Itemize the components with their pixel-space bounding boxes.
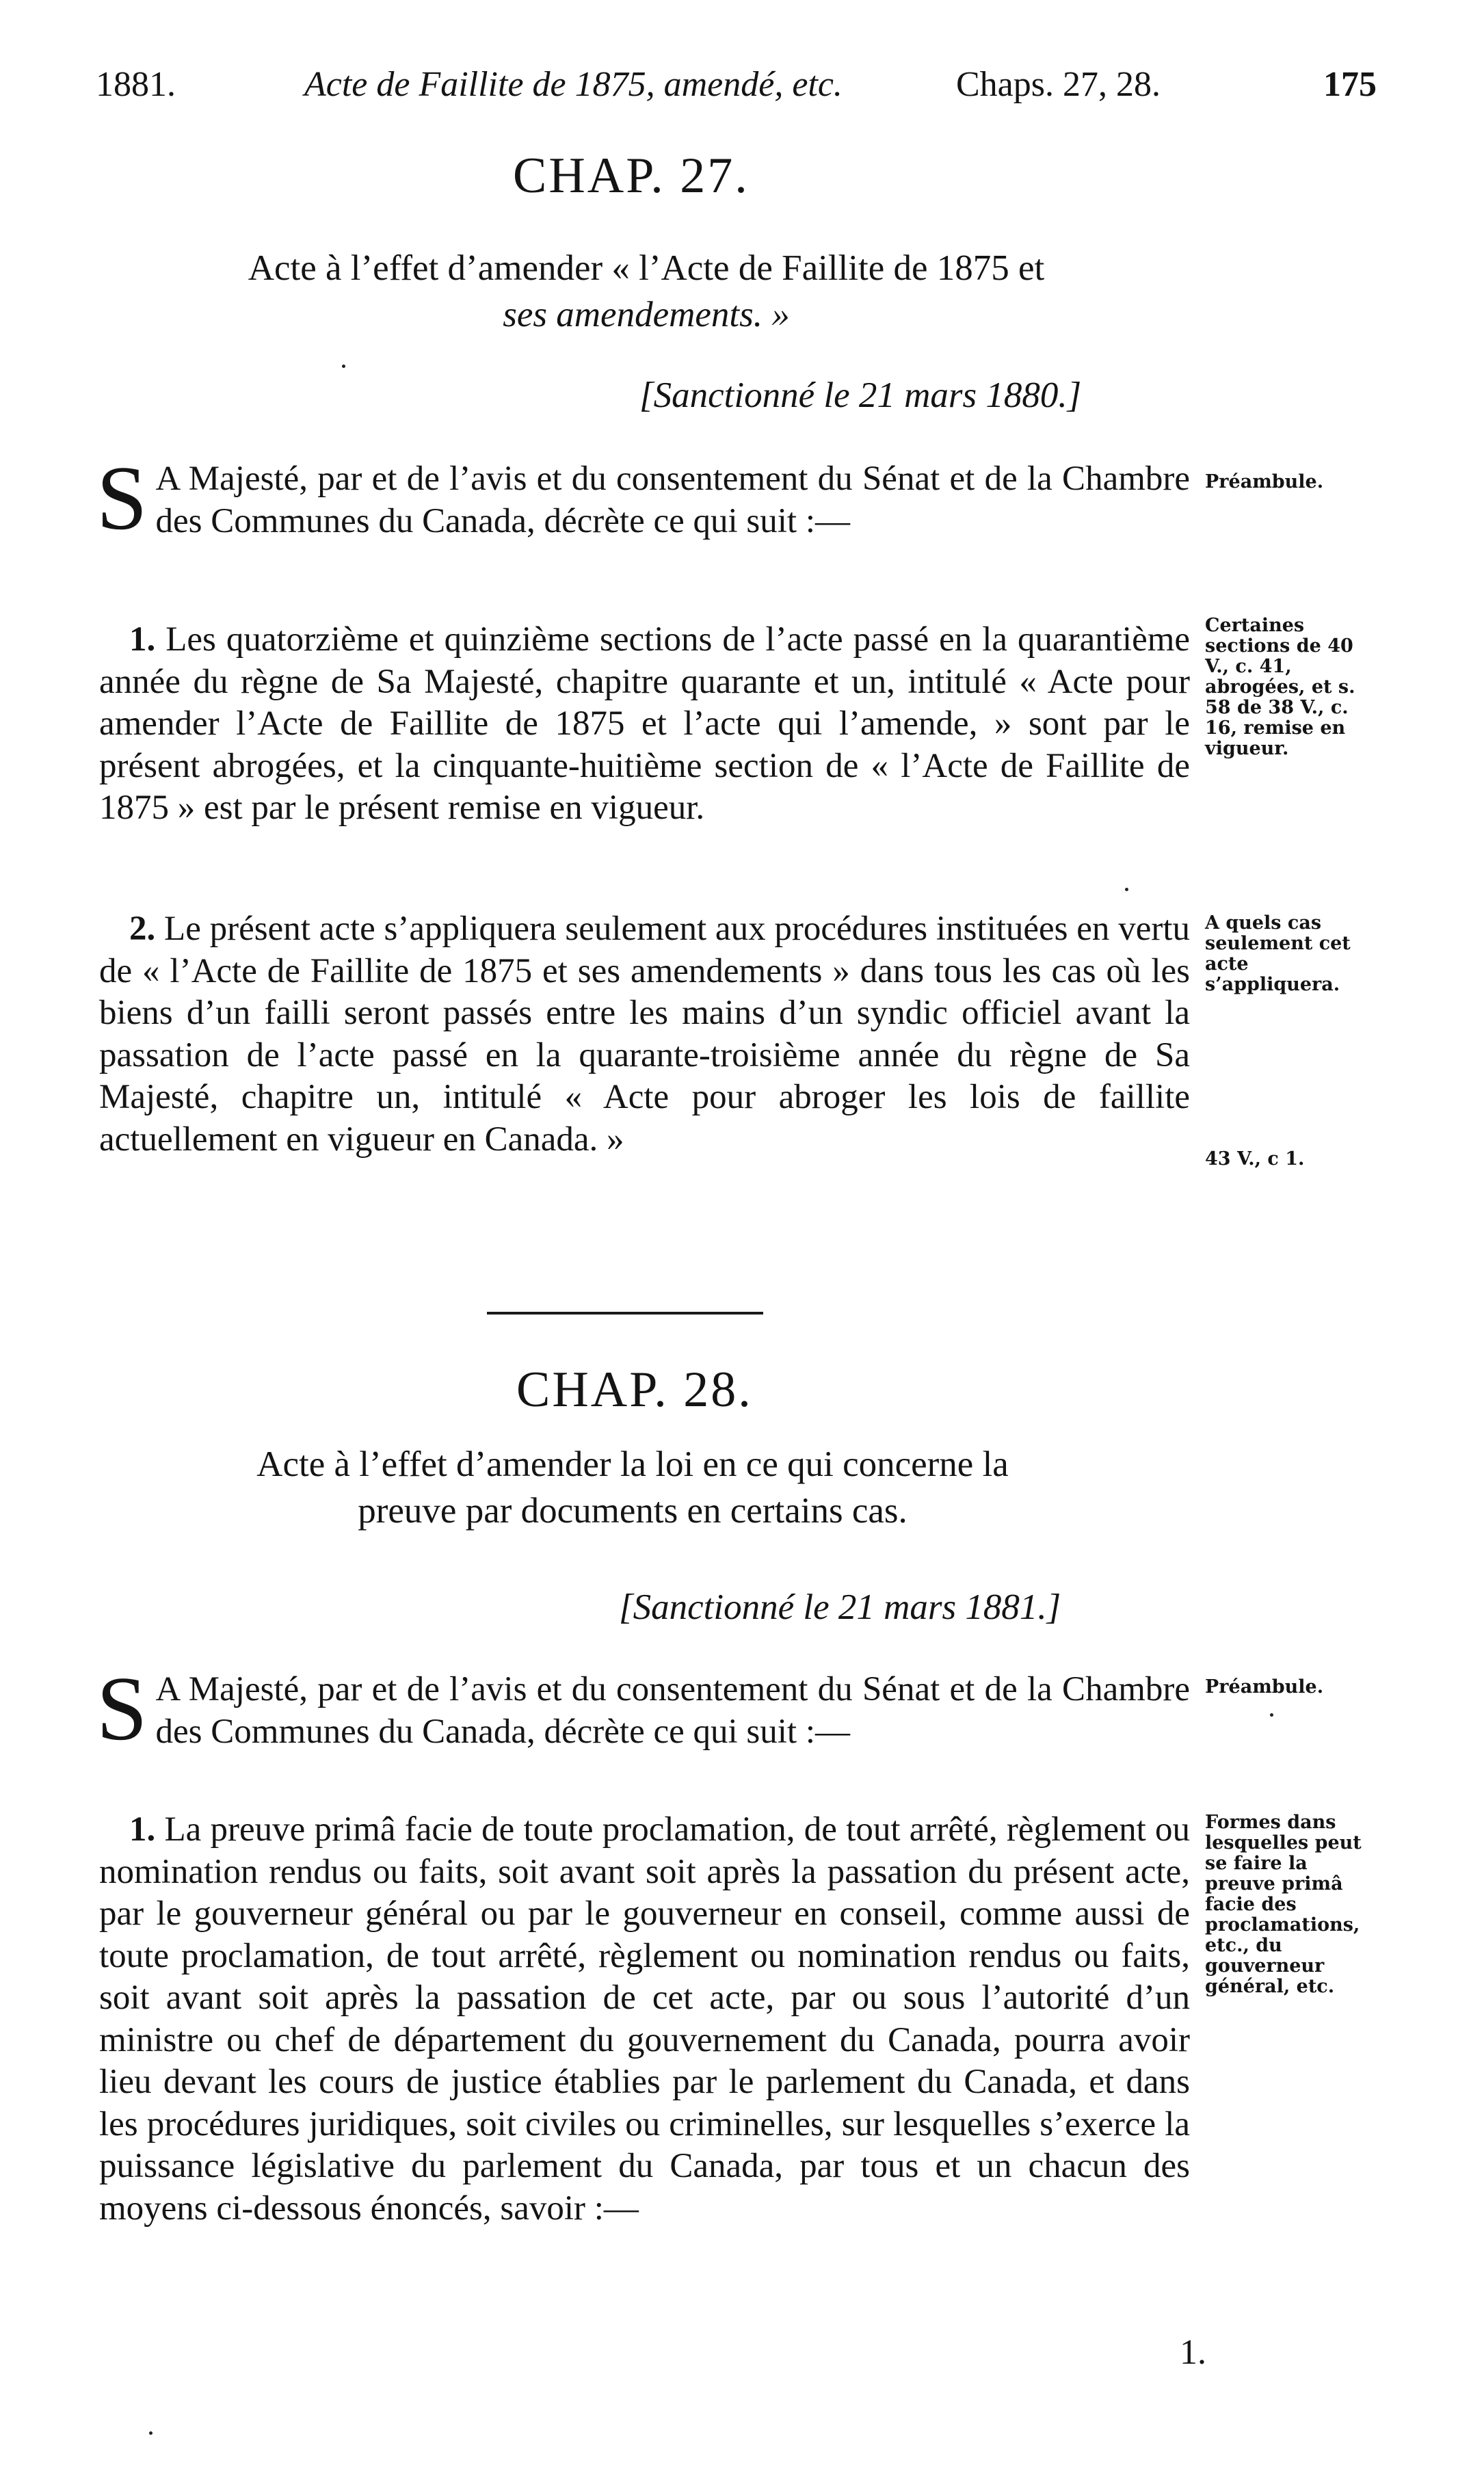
section-number: 1. [129, 620, 156, 659]
preamble-text: A Majesté, par et de l’avis et du consentement du Sénat et de la Chambre des Communes du Canada, décrète ce qui suit :— [155, 460, 1190, 540]
chapter-28-section-1 [99, 1809, 1190, 2230]
margin-note-preamble-28: Préambule. [1205, 1676, 1324, 1698]
margin-note-28-1: Formes dans lesquelles peut se faire la preuve primâ facie des proclamations, etc., du gouverneur général, etc. [1205, 1812, 1362, 1997]
chapter-27-preamble [96, 447, 1190, 549]
page-number: 175 [1323, 65, 1377, 104]
chapter-28-sanction: [Sanctionné le 21 mars 1881.] [619, 1587, 1061, 1627]
margin-note-27-2: A quels cas seulement cet acte s’appliquera. [1205, 912, 1351, 995]
section-number: 1. [129, 1810, 156, 1849]
preamble-text: A Majesté, par et de l’avis et du consentement du Sénat et de la Chambre des Communes du Canada, décrète ce qui suit :— [155, 1670, 1190, 1751]
section-text: La preuve primâ facie de toute proclamation, de tout arrêté, règlement ou nomination rendus ou faits, soit avant soit après la passation du présent acte, par le gouverneur général ou par le gouverneur en conseil, comme aussi de toute proclamation, de tout arrêté, règlement ou nomination rendus ou faits, soit avant soit après la passation de cet acte, par ou sous l’autorité d’un ministre ou chef de département du gouvernement du Canada, pourra avoir lieu devant les cours de justice établies par le parlement du Canada, et dans les procédures juridiques, soit civiles ou criminelles, sur lesquelles s’exerce la puissance législative du parlement du Canada, par tous et un chacun des moyens ci-dessous énoncés, savoir :— [99, 1810, 1191, 2228]
chapter-27-section-1 [99, 619, 1190, 830]
chapter-28-title [68, 1403, 1197, 1534]
chapter-28-heading: CHAP. 28. [516, 1362, 753, 1418]
print-speck [1125, 888, 1128, 891]
chapter-28-preamble [96, 1658, 1190, 1759]
print-speck [342, 365, 345, 368]
chapter-27-section-2 [99, 908, 1190, 1161]
margin-note-27-2-citation: 43 V., c 1. [1205, 1148, 1305, 1170]
section-text: Le présent acte s’appliquera seulement aux procédures instituées en vertu de « l’Acte de Faillite de 1875 et ses amendements » dans tous les cas où les biens d’un failli seront passés entre les mains d’un syndic officiel avant la passation de l’acte passé en la quarante-troisième année du règne de Sa Majesté, chapitre un, intitulé « Acte pour abroger les lois de faillite actuellement en vigueur en Canada. » [99, 910, 1191, 1159]
chapter-28-title-line1: Acte à l’effet d’amender la loi en ce qui concerne la [256, 1444, 1009, 1484]
margin-note-27-1: Certaines sections de 40 V., c. 41, abrogées, et s. 58 de 38 V., c. 16, remise en vigueur. [1205, 615, 1355, 759]
chapter-divider-rule [487, 1312, 763, 1315]
margin-note-preamble-27: Préambule. [1205, 471, 1324, 492]
chapter-27-title [82, 245, 1210, 338]
chapter-27-title-line2: ses amendements. » [503, 295, 790, 334]
chapter-27-title-line1: Acte à l’effet d’amender « l’Acte de Faillite de 1875 et [248, 248, 1045, 288]
dropcap-letter: S [96, 1658, 148, 1759]
chapter-28-title-line2: preuve par documents en certains cas. [358, 1491, 907, 1531]
header-year: 1881. [96, 65, 176, 104]
dropcap-letter: S [96, 447, 148, 549]
chapter-27-heading: CHAP. 27. [513, 148, 750, 204]
print-speck [1270, 1713, 1273, 1717]
header-running-title: Acte de Faillite de 1875, amendé, etc. [304, 65, 843, 104]
chapter-27-sanction: [Sanctionné le 21 mars 1880.] [639, 375, 1082, 415]
catchword: 1. [1180, 2333, 1206, 2372]
section-number: 2. [129, 910, 156, 948]
section-text: Les quatorzième et quinzième sections de l’acte passé en la quarantième année du règne de Sa Majesté, chapitre quarante et un, intitulé « Acte pour amender l’Acte de Faillite de 1875 et l’acte qui l’amende, » sont par le présent abrogées, et la cinquante-huitième section de « l’Acte de Faillite de 1875 » est par le présent remise en vigueur. [99, 620, 1191, 827]
print-speck [149, 2431, 153, 2435]
header-chapters: Chaps. 27, 28. [956, 65, 1161, 104]
